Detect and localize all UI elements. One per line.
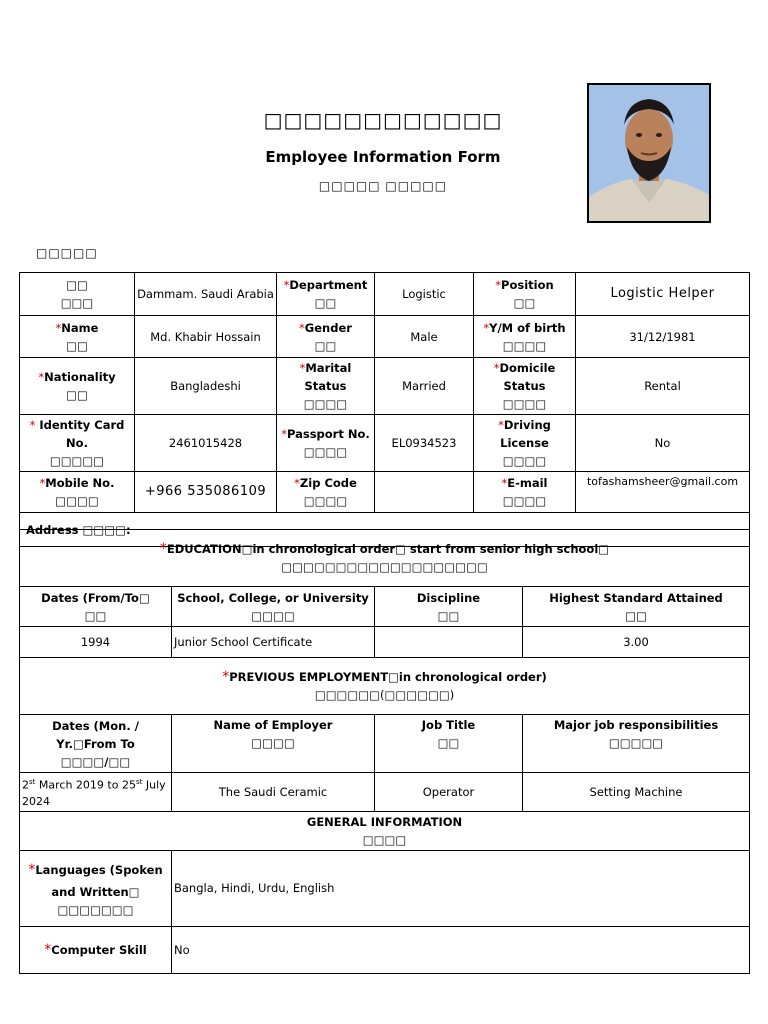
languages-label-cn: □□□□□□□	[57, 903, 134, 918]
driving-label: Driving License	[500, 418, 551, 450]
mobile-label-cn: □□□□	[55, 494, 99, 508]
mobile-label: Mobile No.	[45, 476, 115, 490]
table-row	[20, 850, 750, 926]
mobile-label-cell	[20, 472, 135, 513]
education-heading-cn: □□□□□□□□□□□□□□□□□□□	[281, 560, 488, 574]
required-mark: *	[299, 361, 306, 375]
col-header-cn: □□	[437, 608, 460, 623]
passport-label-cell	[277, 415, 375, 472]
required-mark: *	[283, 278, 290, 292]
required-mark: *	[498, 418, 504, 432]
employment-responsibilities: Setting Machine	[523, 773, 750, 812]
required-mark: *	[299, 320, 305, 335]
col-header-cn: □□	[625, 608, 647, 623]
domicile-label-cell	[474, 358, 576, 415]
employment-heading-cn: □□□□□□(□□□□□□)	[314, 688, 455, 702]
education-col-school	[172, 587, 375, 627]
id-card-value: 2461015428	[135, 415, 277, 472]
name-label-cn: □□	[66, 338, 88, 353]
date-sup: st	[135, 778, 143, 786]
education-standard: 3.00	[523, 627, 750, 658]
gender-label: Gender	[304, 320, 352, 335]
date-part: 2	[22, 778, 29, 792]
required-mark: *	[222, 669, 230, 685]
domicile-label: Domicile Status	[499, 361, 556, 393]
employment-col-dates	[20, 715, 172, 773]
department-label-cn: □□	[314, 296, 337, 310]
marital-value: Married	[375, 358, 474, 415]
id-card-label-cn: □□□□□	[49, 454, 105, 468]
employment-heading-row	[20, 658, 750, 715]
email-label-cell	[474, 472, 576, 513]
table-row	[20, 358, 750, 415]
col-header-cn: □□□□/□□	[60, 754, 131, 769]
required-mark: *	[159, 541, 167, 557]
email-value: tofashamsheer@gmail.com	[576, 472, 750, 513]
general-heading-text: GENERAL INFORMATION	[306, 814, 463, 829]
col-header: Highest Standard Attained	[549, 590, 723, 605]
required-mark: *	[493, 361, 500, 375]
form-subtitle: □□□□□ □□□□□	[318, 179, 448, 193]
driving-label-cell	[474, 415, 576, 472]
nationality-label-cell	[20, 358, 135, 415]
col-header: Dates (Mon. / Yr.□From To	[52, 718, 139, 751]
table-row	[20, 472, 750, 513]
required-mark: *	[495, 278, 502, 292]
required-mark: *	[483, 320, 490, 335]
table-row	[20, 773, 750, 812]
driving-label-cn: □□□□	[502, 454, 547, 468]
position-label-cell	[474, 273, 576, 316]
languages-value: Bangla, Hindi, Urdu, English	[172, 850, 750, 926]
table-row	[20, 316, 750, 358]
education-heading-row	[20, 530, 750, 587]
required-mark: *	[501, 476, 508, 490]
gender-label-cell	[277, 316, 375, 358]
zip-label-cn: □□□□	[303, 494, 348, 508]
date-part: March 2019 to 25	[35, 778, 136, 792]
email-label: E-mail	[507, 476, 548, 490]
birth-value: 31/12/1981	[576, 316, 750, 358]
department-label: Department	[289, 278, 368, 292]
languages-label-cell	[20, 850, 172, 926]
required-mark: *	[39, 476, 46, 490]
col-header-cn: □□	[437, 736, 460, 750]
col-header: Name of Employer	[213, 718, 333, 732]
zip-value	[375, 472, 474, 513]
education-col-standard	[523, 587, 750, 627]
required-mark: *	[29, 418, 36, 432]
employment-col-responsibilities	[523, 715, 750, 773]
passport-value: EL0934523	[375, 415, 474, 472]
languages-label: Languages (Spoken and Written□	[35, 863, 163, 900]
col-header: Dates (From/To□	[41, 590, 150, 605]
zip-label: Zip Code	[299, 476, 357, 490]
personal-info-table	[19, 272, 750, 547]
position-label-cn: □□	[513, 296, 536, 310]
position-value: Logistic Helper	[576, 273, 750, 316]
col-header: Major job responsibilities	[553, 718, 719, 732]
name-label: Name	[61, 320, 99, 335]
id-card-label: Identity Card No.	[39, 418, 125, 450]
passport-label-cn: □□□□	[303, 445, 348, 459]
email-label-cn: □□□□	[502, 494, 547, 508]
birth-label: Y/M of birth	[489, 320, 566, 335]
form-title-chinese: □□□□□□□□□□□□	[263, 108, 503, 132]
employment-heading	[20, 658, 750, 715]
marital-label: Marital Status	[304, 361, 352, 393]
location-value: Dammam. Saudi Arabia	[135, 273, 277, 316]
col-header-cn: □□□□	[251, 736, 295, 750]
gender-label-cn: □□	[314, 338, 337, 353]
nationality-label: Nationality	[44, 370, 116, 384]
computer-skill-label-cell	[20, 926, 172, 973]
form-label: □□□□□	[36, 246, 98, 260]
name-value: Md. Khabir Hossain	[135, 316, 277, 358]
passport-label: Passport No.	[286, 427, 370, 441]
employment-header-row	[20, 715, 750, 773]
name-label-cell	[20, 316, 135, 358]
location-label-sub: □□□	[60, 296, 94, 310]
education-dates: 1994	[20, 627, 172, 658]
date-part: July 2024	[22, 778, 166, 808]
general-heading-row	[20, 811, 750, 850]
required-mark: *	[55, 320, 62, 335]
department-label-cell	[277, 273, 375, 316]
table-row	[20, 273, 750, 316]
education-school: Junior School Certificate	[172, 627, 375, 658]
education-heading-text: EDUCATION□in chronological order□ start from senior high school□	[166, 542, 610, 556]
table-row	[20, 926, 750, 973]
general-heading	[20, 811, 750, 850]
employment-title: Operator	[375, 773, 523, 812]
education-header-row	[20, 587, 750, 627]
required-mark: *	[38, 370, 45, 384]
employee-photo	[587, 83, 711, 223]
department-value: Logistic	[375, 273, 474, 316]
marital-label-cn: □□□□	[303, 397, 348, 411]
col-header: Discipline	[416, 590, 481, 605]
domicile-label-cn: □□□□	[502, 397, 547, 411]
employment-col-title	[375, 715, 523, 773]
birth-label-cell	[474, 316, 576, 358]
computer-skill-label: Computer Skill	[51, 942, 147, 957]
col-header: Job Title	[421, 718, 476, 732]
location-label-cell	[20, 273, 135, 316]
nationality-value: Bangladeshi	[135, 358, 277, 415]
domicile-value: Rental	[576, 358, 750, 415]
table-row	[20, 627, 750, 658]
zip-label-cell	[277, 472, 375, 513]
employment-col-employer	[172, 715, 375, 773]
education-col-dates	[20, 587, 172, 627]
education-heading	[20, 530, 750, 587]
employment-heading-text: PREVIOUS EMPLOYMENT□in chronological order)	[229, 670, 547, 684]
date-sup: st	[29, 778, 36, 786]
nationality-label-cn: □□	[66, 388, 88, 402]
col-header: School, College, or University	[177, 590, 369, 605]
id-card-label-cell	[20, 415, 135, 472]
history-table	[19, 529, 750, 974]
education-discipline	[375, 627, 523, 658]
gender-value: Male	[375, 316, 474, 358]
required-mark: *	[294, 476, 300, 490]
computer-skill-value: No	[172, 926, 750, 973]
general-heading-cn: □□□□	[362, 832, 407, 847]
table-row	[20, 415, 750, 472]
education-col-discipline	[375, 587, 523, 627]
address-label: Address □□□□:	[20, 513, 750, 547]
location-label: □□	[66, 278, 88, 292]
col-header-cn: □□	[84, 608, 107, 623]
required-mark: *	[281, 427, 287, 441]
mobile-value: +966 535086109	[135, 472, 277, 513]
col-header-cn: □□□□□	[608, 736, 664, 750]
required-mark: *	[44, 941, 52, 958]
marital-label-cell	[277, 358, 375, 415]
required-mark: *	[28, 862, 36, 879]
employment-dates	[20, 773, 172, 812]
position-label: Position	[501, 278, 554, 292]
birth-label-cn: □□□□	[502, 338, 547, 353]
col-header-cn: □□□□	[251, 608, 295, 623]
employment-employer: The Saudi Ceramic	[172, 773, 375, 812]
driving-value: No	[576, 415, 750, 472]
form-title: Employee Information Form	[265, 148, 501, 166]
